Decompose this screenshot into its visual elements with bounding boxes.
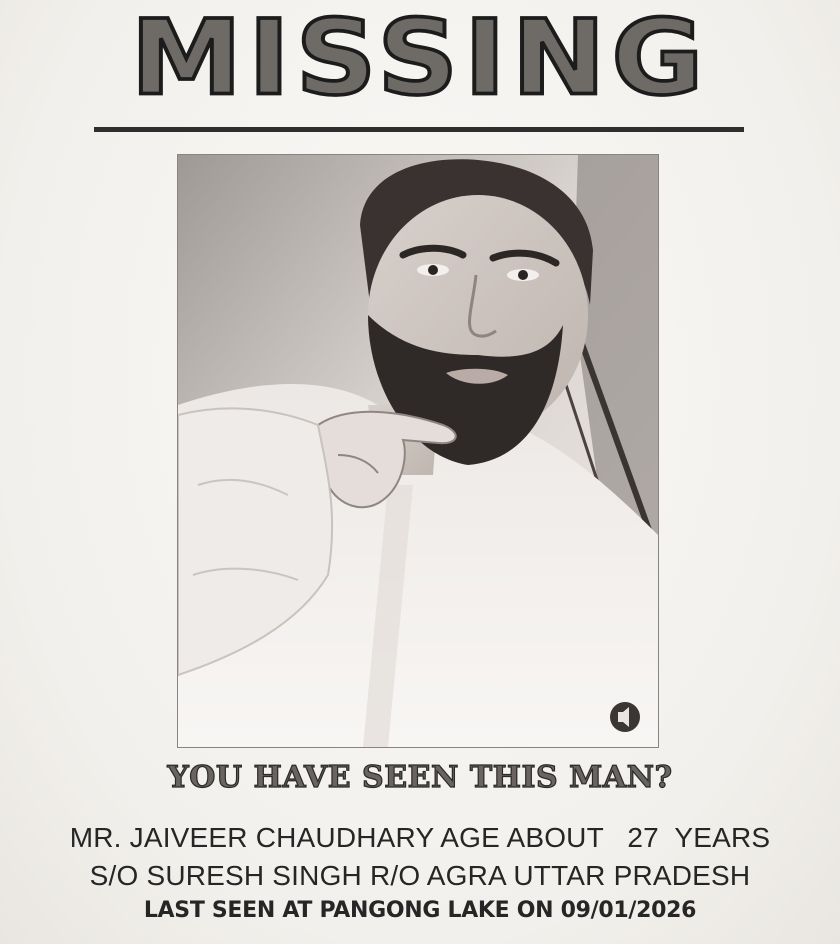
poster-headline: MISSING <box>130 0 710 119</box>
photo-illustration <box>178 155 658 747</box>
headline-underline <box>94 127 744 132</box>
missing-person-photo <box>178 155 658 747</box>
speaker-icon <box>610 702 640 732</box>
person-parentage-residence: S/O SURESH SINGH R/O AGRA UTTAR PRADESH <box>89 860 751 891</box>
person-name-age: MR. JAIVEER CHAUDHARY AGE ABOUT 27 YEARS <box>69 822 771 853</box>
last-seen-info: LAST SEEN AT PANGONG LAKE ON 09/01/2026 <box>143 898 697 923</box>
poster-caption: YOU HAVE SEEN THIS MAN? <box>167 760 673 795</box>
